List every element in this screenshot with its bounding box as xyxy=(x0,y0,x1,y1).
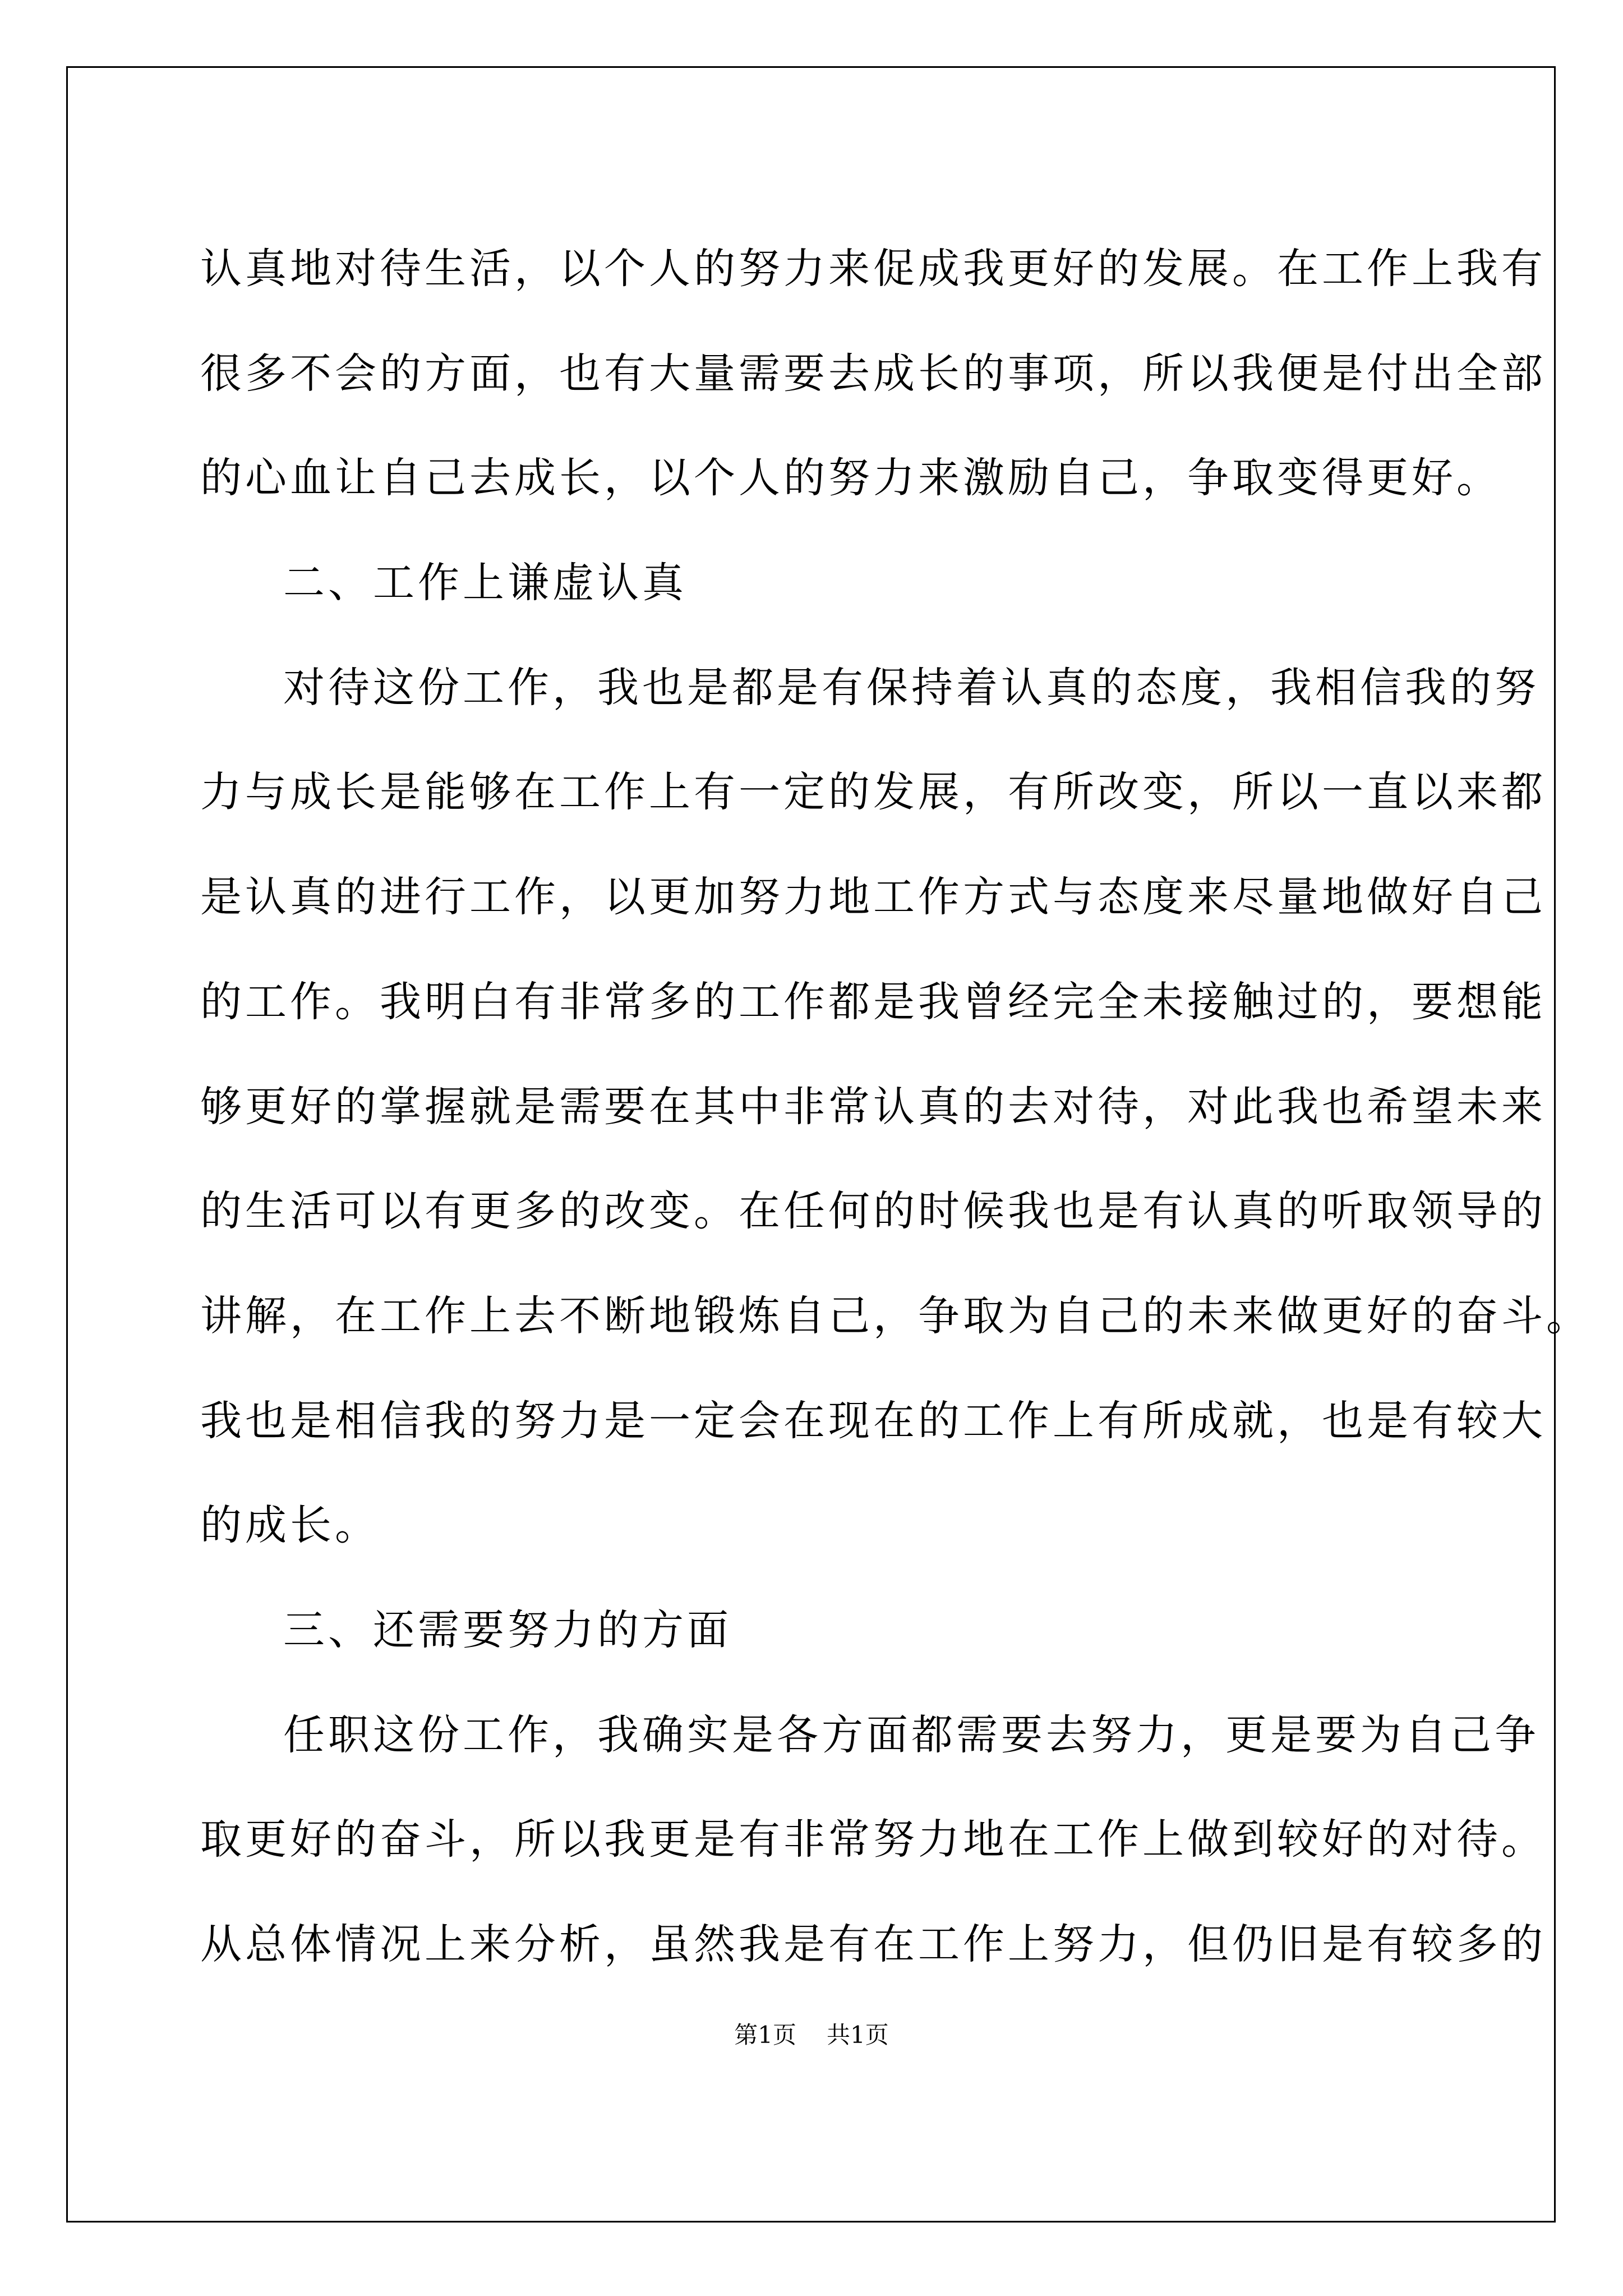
heading-text: 三、还需要努力的方面 xyxy=(283,1605,732,1654)
line-text: 的生活可以有更多的改变。在任何的时候我也是有认真的听取领导的 xyxy=(200,1187,1546,1236)
section-heading xyxy=(200,1578,1451,1683)
text-line xyxy=(200,321,1546,426)
line-text: 是认真的进行工作，以更加努力地工作方式与态度来尽量地做好自己 xyxy=(200,873,1546,922)
text-line xyxy=(200,426,1501,531)
line-text: 对待这份工作，我也是都是有保持着认真的态度，我相信我的努 xyxy=(283,663,1539,712)
text-line xyxy=(200,1787,1546,1892)
line-text: 很多不会的方面，也有大量需要去成长的事项，所以我便是付出全部 xyxy=(200,349,1546,398)
line-text: 讲解，在工作上去不断地锻炼自己，争取为自己的未来做更好的奋斗。 xyxy=(200,1291,1591,1340)
line-text: 我也是相信我的努力是一定会在现在的工作上有所成就，也是有较大 xyxy=(200,1396,1546,1445)
page-number-current: 第1页 xyxy=(734,2021,796,2049)
line-text: 的工作。我明白有非常多的工作都是我曾经完全未接触过的，要想能 xyxy=(200,977,1546,1026)
text-line xyxy=(200,1264,1591,1369)
text-line xyxy=(200,950,1546,1055)
line-text: 取更好的奋斗，所以我更是有非常努力地在工作上做到较好的对待。 xyxy=(200,1815,1546,1864)
line-text: 从总体情况上来分析，虽然我是有在工作上努力，但仍旧是有较多的 xyxy=(200,1920,1546,1968)
text-line xyxy=(200,740,1546,845)
line-text: 的成长。 xyxy=(200,1501,380,1550)
text-line xyxy=(200,1369,1546,1474)
text-line xyxy=(200,1683,1539,1788)
text-line xyxy=(200,636,1539,740)
text-line xyxy=(200,217,1546,321)
text-line xyxy=(200,845,1546,950)
text-line xyxy=(200,1473,1451,1578)
page-number-total: 共1页 xyxy=(827,2021,889,2049)
line-text: 力与成长是能够在工作上有一定的发展，有所改变，所以一直以来都 xyxy=(200,768,1546,817)
text-line xyxy=(200,1055,1546,1159)
text-line xyxy=(200,1159,1546,1264)
heading-text: 二、工作上谦虚认真 xyxy=(283,559,687,608)
page-footer xyxy=(0,2017,1623,2050)
line-text: 够更好的掌握就是需要在其中非常认真的去对待，对此我也希望未来 xyxy=(200,1082,1546,1131)
line-text: 的心血让自己去成长，以个人的努力来激励自己，争取变得更好。 xyxy=(200,454,1501,503)
line-text: 认真地对待生活，以个人的努力来促成我更好的发展。在工作上我有 xyxy=(200,245,1546,293)
line-text: 任职这份工作，我确实是各方面都需要去努力，更是要为自己争 xyxy=(283,1710,1539,1759)
document-body xyxy=(200,217,1591,1997)
text-line xyxy=(200,1892,1546,1997)
section-heading xyxy=(200,531,1451,636)
